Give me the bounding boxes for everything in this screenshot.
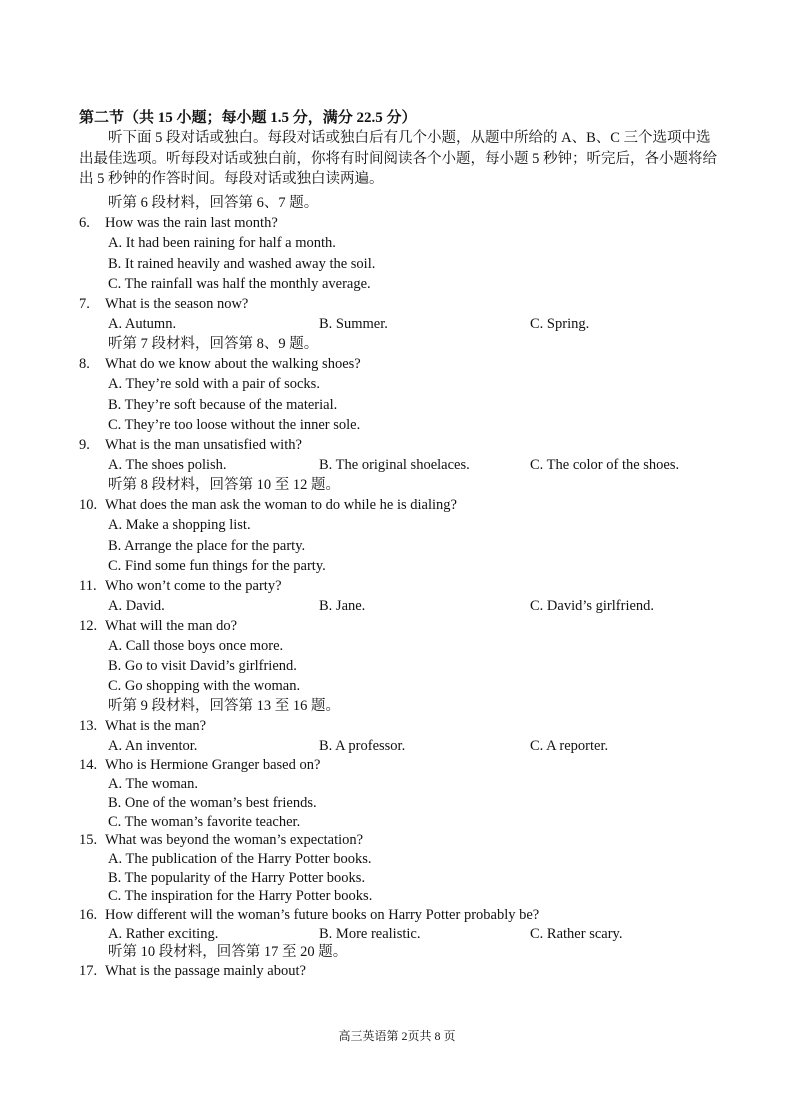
question-14-option-a: A. The woman. [108,776,198,792]
material-8-instruction: 听第 8 段材料，回答第 10 至 12 题。 [108,477,340,493]
question-9-option-a: A. The shoes polish. [108,457,227,473]
question-number: 6. [79,215,90,231]
question-15-option-b: B. The popularity of the Harry Potter books. [108,870,366,886]
question-number: 11. [79,578,97,594]
question-16-option-b: B. More realistic. [319,926,421,942]
question-13-option-a: A. An inventor. [108,738,198,754]
question-10-option-b: B. Arrange the place for the party. [108,538,306,554]
question-10-option-a: A. Make a shopping list. [108,517,251,533]
question-number: 17. [79,963,98,979]
page-footer: 高三英语第 2页共 8 页 [338,1029,456,1043]
question-text: What was beyond the woman’s expectation? [105,832,364,848]
question-number: 8. [79,356,90,372]
question-text: What is the man? [105,718,207,734]
question-13 [79,717,206,735]
question-number: 12. [79,618,98,634]
question-13-option-c: C. A reporter. [530,738,609,754]
question-12-option-c: C. Go shopping with the woman. [108,678,301,694]
question-12-option-b: B. Go to visit David’s girlfriend. [108,658,297,674]
question-11 [79,577,282,595]
question-12-option-a: A. Call those boys once more. [108,638,284,654]
question-16-option-a: A. Rather exciting. [108,926,219,942]
question-number: 10. [79,497,98,513]
material-6-instruction: 听第 6 段材料，回答第 6、7 题。 [108,195,319,211]
question-14-option-c: C. The woman’s favorite teacher. [108,814,301,830]
question-8-option-b: B. They’re soft because of the material. [108,397,338,413]
question-11-option-b: B. Jane. [319,598,366,614]
question-6-option-c: C. The rainfall was half the monthly average. [108,276,371,292]
material-10-instruction: 听第 10 段材料，回答第 17 至 20 题。 [108,944,348,960]
question-number: 9. [79,437,90,453]
question-6-option-a: A. It had been raining for half a month. [108,235,336,251]
question-number: 7. [79,296,90,312]
question-9 [79,436,302,454]
question-number: 16. [79,907,98,923]
question-text: Who is Hermione Granger based on? [105,757,321,773]
question-10-option-c: C. Find some fun things for the party. [108,558,326,574]
question-11-option-c: C. David’s girlfriend. [530,598,655,614]
question-text: What do we know about the walking shoes? [105,356,361,372]
question-text: How different will the woman’s future books on Harry Potter probably be? [105,907,540,923]
question-text: Who won’t come to the party? [105,578,282,594]
question-text: What is the passage mainly about? [105,963,306,979]
question-14 [79,756,320,774]
question-11-option-a: A. David. [108,598,165,614]
question-6-option-b: B. It rained heavily and washed away the soil. [108,256,376,272]
section-intro: 听下面 5 段对话或独白。每段对话或独白后有几个小题，从题中所给的 A、B、C 三个选项中选出最佳选项。听每段对话或独白前，你将有时间阅读各个小题，每小题 5 秒钟；听完后，各小题将给出 5 秒钟的作答时间。每段对话或独白读两遍。 [79,130,717,187]
question-number: 15. [79,832,98,848]
question-text: What will the man do? [105,618,238,634]
question-16-option-c: C. Rather scary. [530,926,623,942]
question-text: What is the season now? [105,296,249,312]
question-8-option-c: C. They’re too loose without the inner sole. [108,417,361,433]
question-15-option-a: A. The publication of the Harry Potter books. [108,851,372,867]
question-7-option-b: B. Summer. [319,316,388,332]
question-text: How was the rain last month? [105,215,278,231]
question-14-option-b: B. One of the woman’s best friends. [108,795,317,811]
question-12 [79,617,237,635]
question-15 [79,831,363,849]
question-17 [79,962,306,980]
question-6 [79,214,278,232]
question-9-option-c: C. The color of the shoes. [530,457,680,473]
question-7-option-a: A. Autumn. [108,316,177,332]
question-8-option-a: A. They’re sold with a pair of socks. [108,376,320,392]
question-10 [79,496,457,514]
material-7-instruction: 听第 7 段材料，回答第 8、9 题。 [108,336,319,352]
question-7-option-c: C. Spring. [530,316,590,332]
question-13-option-b: B. A professor. [319,738,406,754]
question-16 [79,906,539,924]
section-title: 第二节（共 15 小题；每小题 1.5 分，满分 22.5 分） [79,110,417,126]
question-text: What does the man ask the woman to do while he is dialing? [105,497,457,513]
material-9-instruction: 听第 9 段材料，回答第 13 至 16 题。 [108,698,340,714]
question-8 [79,355,361,373]
question-number: 13. [79,718,98,734]
question-7 [79,295,248,313]
question-15-option-c: C. The inspiration for the Harry Potter books. [108,888,373,904]
question-number: 14. [79,757,98,773]
question-9-option-b: B. The original shoelaces. [319,457,470,473]
question-text: What is the man unsatisfied with? [105,437,302,453]
